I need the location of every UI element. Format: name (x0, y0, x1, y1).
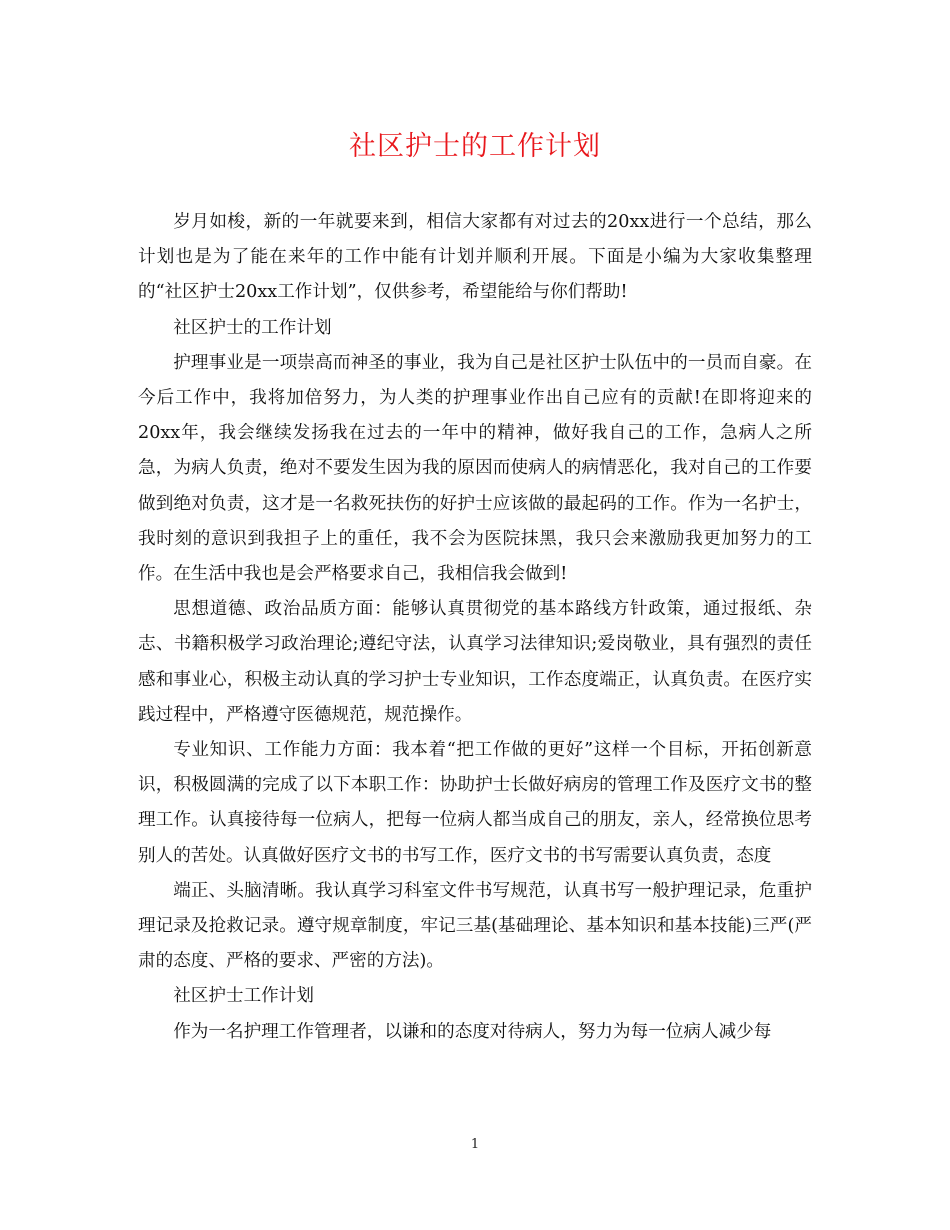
paragraph-professional-skills: 专业知识、工作能力方面：我本着“把工作做的更好”这样一个目标，开拓创新意识，积极圆满的完成了以下本职工作：协助护士长做好病房的管理工作及医疗文书的整理工作。认真接待每一位病人，把每一位病人都当成自己的朋友，亲人，经常换位思考别人的苦处。认真做好医疗文书的书写工作，医疗文书的书写需要认真负责，态度 (138, 740, 812, 866)
document-body (138, 205, 812, 1050)
page-number: 1 (470, 1137, 480, 1152)
paragraph-heading-plan: 社区护士的工作计划 (173, 317, 332, 338)
document-title: 社区护士的工作计划 (349, 131, 601, 162)
paragraph-management: 作为一名护理工作管理者，以谦和的态度对待病人，努力为每一位病人减少每 (173, 1021, 772, 1042)
paragraph-ethics: 思想道德、政治品质方面：能够认真贯彻党的基本路线方针政策，通过报纸、杂志、书籍积极学习政治理论;遵纪守法，认真学习法律知识;爱岗敬业，具有强烈的责任感和事业心，积极主动认真的学习护士专业知识，工作态度端正，认真负责。在医疗实践过程中，严格遵守医德规范，规范操作。 (138, 599, 812, 725)
paragraph-career: 护理事业是一项崇高而神圣的事业，我为自己是社区护士队伍中的一员而自豪。在今后工作中，我将加倍努力，为人类的护理事业作出自己应有的贡献!在即将迎来的20xx年，我会继续发扬我在过去的一年中的精神，做好我自己的工作，急病人之所急，为病人负责，绝对不要发生因为我的原因而使病人的病情恶化，我对自己的工作要做到绝对负责，这才是一名救死扶伤的好护士应该做的最起码的工作。作为一名护士，我时刻的意识到我担子上的重任，我不会为医院抹黑，我只会来激励我更加努力的工作。在生活中我也是会严格要求自己，我相信我会做到! (138, 352, 812, 585)
paragraph-heading-work-plan: 社区护士工作计划 (173, 986, 314, 1007)
paragraph-intro: 岁月如梭，新的一年就要来到，相信大家都有对过去的20xx进行一个总结，那么计划也是为了能在来年的工作中能有计划并顺利开展。下面是小编为大家收集整理的“社区护士20xx工作计划”，仅供参考，希望能给与你们帮助! (138, 212, 812, 303)
paragraph-standards: 端正、头脑清晰。我认真学习科室文件书写规范，认真书写一般护理记录，危重护理记录及抢救记录。遵守规章制度，牢记三基(基础理论、基本知识和基本技能)三严(严肃的态度、严格的要求、严密的方法)。 (138, 880, 812, 972)
